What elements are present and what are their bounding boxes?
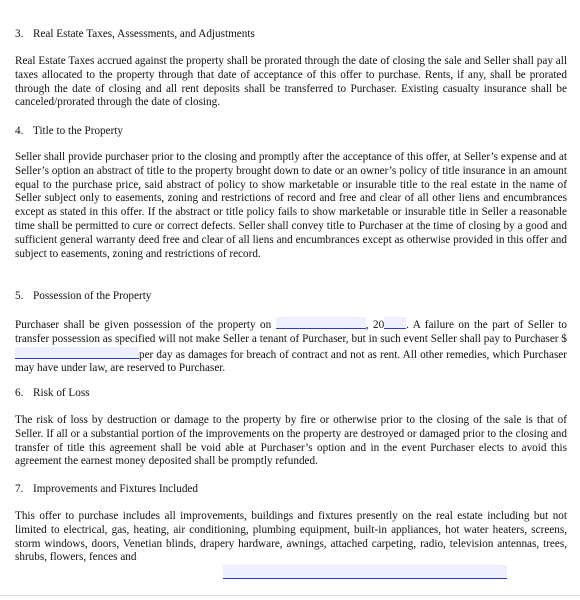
- section-6-heading: [15, 386, 90, 400]
- possession-date-field[interactable]: [276, 317, 366, 329]
- possession-text-2: , 20: [365, 319, 385, 331]
- section-number: 5.: [15, 290, 24, 302]
- section-number: 4.: [15, 125, 24, 137]
- section-number: 3.: [15, 28, 24, 40]
- section-3-heading: [15, 27, 255, 41]
- section-4-paragraph: Seller shall provide purchaser prior to the closing and promptly after the acceptance of this offer, at Seller’s expense and at Seller’s option an abstract of title to the property brought down to date or an owner’s policy of title insurance in an amount equal to the purchase price, said abstract of policy to show marketable or insurable title to the real estate in the name of Seller subject only to easements, zoning and restrictions of record and free and clear of all other liens and encumbrances except as stated in this offer. If the abstract or title policy fails to show marketable or insurable title in Seller a reasonable time shall be permitted to cure or correct defects. Seller shall convey title to Purchaser at the time of closing by a good and sufficient general warranty deed free and clear of all liens and encumbrances except as otherwise provided in this offer and subject to easements, zoning and restrictions of record.: [15, 151, 567, 260]
- section-title: Title to the Property: [33, 125, 124, 137]
- section-title: Possession of the Property: [33, 290, 152, 302]
- section-6-paragraph: The risk of loss by destruction or damage to the property by fire or otherwise prior to the closing of the sale is that of Seller. If all or a substantial portion of the improvements on the property are destroyed or damaged prior to the closing and transfer of title this agreement shall be void able at Purchaser’s option and in the event Purchaser elects to avoid this agreement the earnest money deposited shall be promptly refunded.: [15, 414, 567, 468]
- section-7-paragraph: This offer to purchase includes all improvements, buildings and fixtures presently on the real estate including but not limited to electrical, gas, heating, air conditioning, plumbing equipment, built-in appliances, hot water heaters, screens, storm windows, doors, Venetian blinds, drapery hardware, awnings, attached carpeting, radio, television antennas, trees, shrubs, flowers, fences and: [15, 510, 567, 564]
- section-number: 6.: [15, 387, 24, 399]
- section-title: Risk of Loss: [33, 387, 90, 399]
- section-5-paragraph: [15, 317, 567, 376]
- possession-text-1: Purchaser shall be given possession of the property on: [15, 319, 272, 331]
- section-4-heading: [15, 124, 123, 138]
- section-7-heading: [15, 482, 198, 496]
- fixtures-list-field[interactable]: [223, 565, 507, 579]
- section-3-paragraph: Real Estate Taxes accrued against the property shall be prorated through the date of closing the sale and Seller shall pay all taxes allocated to the property through that date of acceptance of this offer to purchase. Rents, if any, shall be prorated through the date of closing and all rent deposits shall be transferred to Purchaser. Existing casualty insurance shall be canceled/prorated through the date of closing.: [15, 55, 567, 109]
- section-number: 7.: [15, 483, 24, 495]
- section-title: Improvements and Fixtures Included: [33, 483, 198, 495]
- possession-year-field[interactable]: [384, 317, 406, 329]
- section-title: Real Estate Taxes, Assessments, and Adjustments: [33, 28, 255, 40]
- page-bottom-divider: [0, 595, 580, 596]
- damages-amount-field[interactable]: [15, 347, 139, 359]
- section-5-heading: [15, 289, 151, 303]
- possession-text-3: . A failure on the part of Seller to transfer possession as specified will not make Seller a tenant of Purchaser, but in such event Seller shall pay to Purchaser $: [15, 319, 568, 345]
- possession-text-4: per day as damages for breach of contract and not as rent. All other remedies, which Purchaser may have under law, are reserved to Purchaser.: [15, 348, 567, 375]
